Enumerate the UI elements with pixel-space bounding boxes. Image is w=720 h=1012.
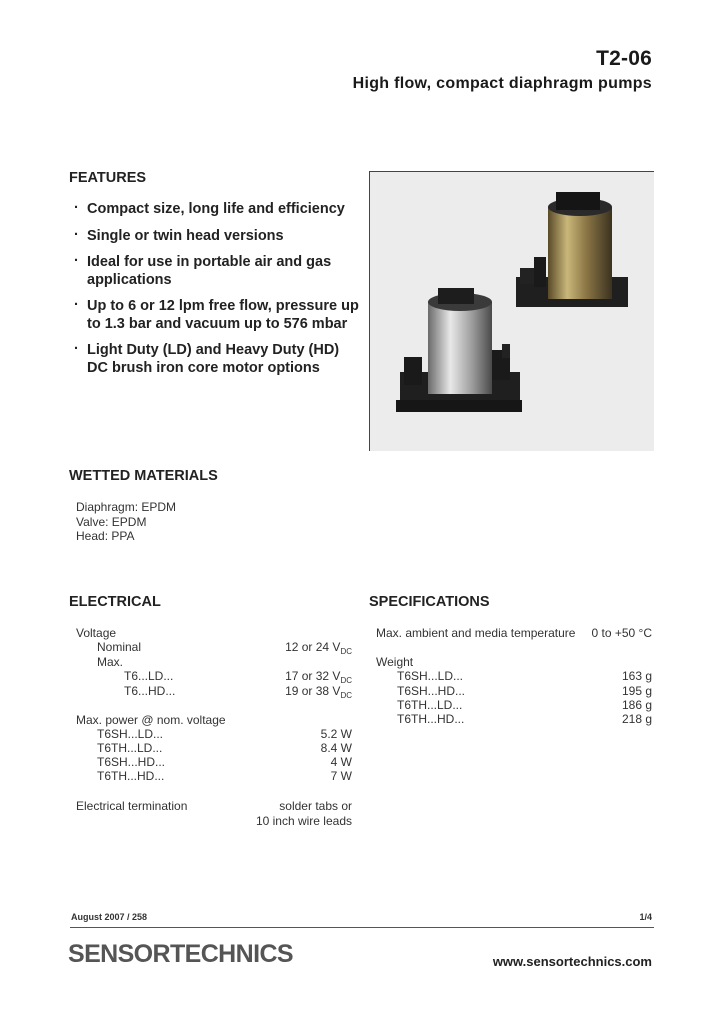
feature-item: · Single or twin head versions: [74, 228, 364, 246]
footer-page-number: 1/4: [639, 912, 652, 922]
page-title: T2-06: [596, 47, 652, 70]
feature-item: · Up to 6 or 12 lpm free flow, pressure up to 1.3 bar and vacuum up to 576 mbar: [74, 298, 364, 333]
features-list: [74, 201, 364, 386]
power-row-value: 5.2 W: [320, 727, 352, 741]
weight-row-label: T6SH...LD...: [397, 669, 464, 683]
logo-technics: TECHNICS: [169, 940, 293, 968]
power-label: Max. power @ nom. voltage: [76, 713, 226, 727]
power-row-label: T6SH...LD...: [97, 727, 164, 741]
nominal-label: Nominal: [97, 640, 142, 654]
max-label: Max.: [97, 655, 124, 669]
features-heading: FEATURES: [69, 170, 147, 186]
temp-value: 0 to +50 °C: [591, 626, 652, 640]
power-row-label: T6SH...HD...: [97, 755, 166, 769]
nominal-value: 12 or 24 $V_{DC}$: [285, 640, 352, 656]
weight-row-value: 195 g: [621, 684, 652, 698]
sensortechnics-logo: [68, 940, 293, 969]
weight-row-label: T6SH...HD...: [397, 684, 466, 698]
footer-divider: [70, 927, 654, 928]
termination-value-2: 10 inch wire leads: [255, 814, 352, 828]
power-row-value: 8.4 W: [320, 741, 352, 755]
feature-item: · Ideal for use in portable air and gas applications: [74, 254, 364, 289]
pump-photo: [369, 171, 654, 451]
wetted-line: Head: PPA: [76, 529, 135, 543]
temp-label: Max. ambient and media temperature: [376, 626, 576, 640]
weight-row-value: 163 g: [621, 669, 652, 683]
termination-label: Electrical termination: [76, 799, 188, 813]
t6-ld-label: T6...LD...: [124, 669, 174, 683]
wetted-line: Valve: EPDM: [76, 514, 147, 529]
weight-row-label: T6TH...LD...: [397, 698, 463, 712]
page-subtitle: High flow, compact diaphragm pumps: [352, 75, 652, 92]
feature-item: · Light Duty (LD) and Heavy Duty (HD) DC brush iron core motor options: [74, 342, 364, 377]
termination-value-1: solder tabs or: [279, 799, 352, 813]
weight-row-value: 218 g: [621, 712, 652, 726]
weight-row-label: T6TH...HD...: [397, 712, 465, 726]
t6-hd-label: T6...HD...: [124, 684, 176, 698]
electrical-heading: ELECTRICAL: [69, 594, 161, 610]
power-row-label: T6TH...HD...: [97, 769, 165, 783]
specifications-heading: SPECIFICATIONS: [369, 594, 490, 610]
power-row-label: T6TH...LD...: [97, 741, 163, 755]
weight-row-value: 186 g: [621, 698, 652, 712]
wetted-list: [76, 500, 176, 544]
t6-ld-value: 17 or 32 $V_{DC}$: [285, 669, 352, 685]
power-row-value: 4 W: [330, 755, 352, 769]
wetted-line: Diaphragm: EPDM: [76, 500, 177, 514]
t6-hd-value: 19 or 38 $V_{DC}$: [285, 684, 352, 700]
power-row-value: 7 W: [330, 769, 352, 783]
feature-item: · Compact size, long life and efficiency: [74, 201, 364, 219]
website-url: www.sensortechnics.com: [492, 954, 652, 969]
diaphragm-pump-icon: [370, 172, 654, 451]
weight-label: Weight: [376, 655, 414, 669]
logo-sensor: SENSOR: [68, 940, 170, 968]
wetted-heading: WETTED MATERIALS: [69, 468, 218, 484]
voltage-label: Voltage: [76, 626, 117, 640]
footer-date: August 2007 / 258: [71, 912, 148, 922]
